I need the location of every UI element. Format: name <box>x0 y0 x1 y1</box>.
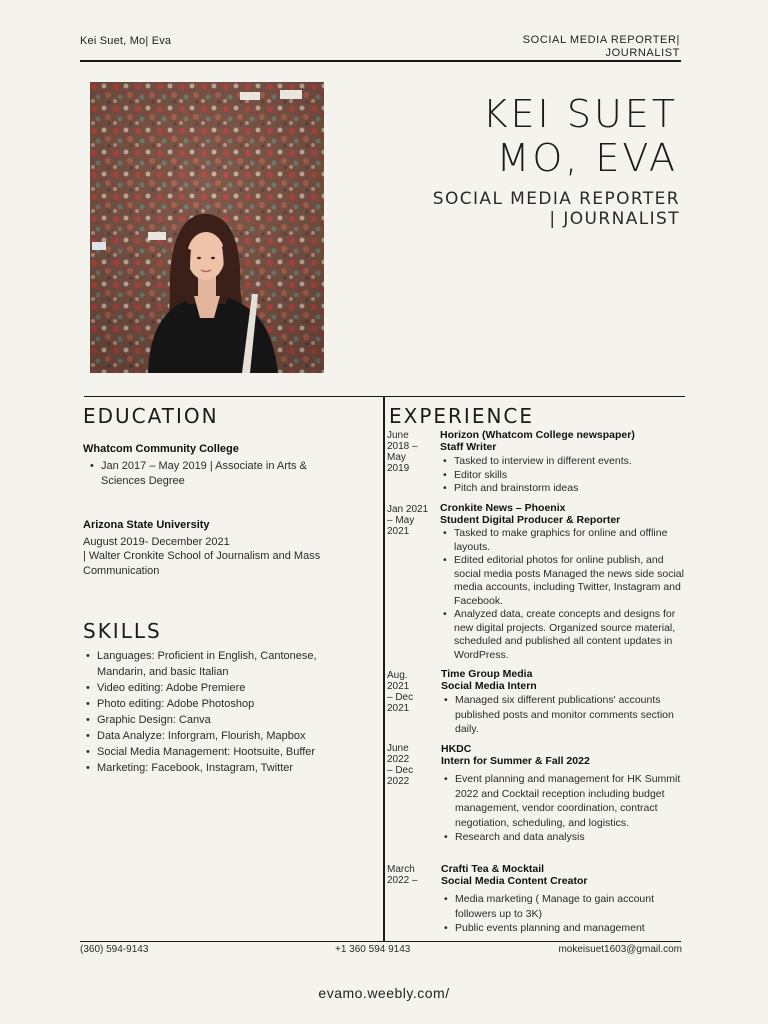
job-duties <box>441 892 685 936</box>
list-item: • Tasked to make graphics for online and offline layouts. <box>440 527 685 554</box>
job-duties <box>440 455 685 496</box>
job-entry-horizon <box>440 429 685 496</box>
job-role: Social Media Content Creator <box>441 875 588 887</box>
role-line1: SOCIAL MEDIA REPORTER <box>432 189 680 209</box>
list-item: • Research and data analysis <box>441 830 685 845</box>
section-rule <box>84 396 685 397</box>
job-entry-hkdc <box>441 743 685 845</box>
job-role: Intern for Summer & Fall 2022 <box>441 755 590 767</box>
list-item: • Managed six different publications' accounts published posts and monitor comments section daily. <box>441 693 685 737</box>
full-name <box>358 92 678 180</box>
skills-list <box>83 648 358 776</box>
list-item: • Photo editing: Adobe Photoshop <box>83 696 358 712</box>
list-item: • Video editing: Adobe Premiere <box>83 680 358 696</box>
job-duties <box>441 772 685 845</box>
list-item: • Jan 2017 – May 2019 | Associate in Arts & Sciences Degree <box>87 459 337 489</box>
job-org: Time Group Media <box>441 668 533 680</box>
phone-number: (360) 594-9143 <box>80 944 149 955</box>
job-org: Cronkite News – Phoenix <box>440 502 566 514</box>
job-role: Staff Writer <box>440 441 497 453</box>
job-org: Horizon (Whatcom College newspaper) <box>440 429 635 441</box>
list-item: • Media marketing ( Manage to gain account followers up to 3K) <box>441 892 685 921</box>
job-duties <box>441 693 685 737</box>
list-item: • Languages: Proficient in English, Cantonese, Mandarin, and basic Italian <box>83 648 358 680</box>
list-item: • Marketing: Facebook, Instagram, Twitter <box>83 760 358 776</box>
job-date: Jan 2021 – May 2021 <box>387 504 429 537</box>
experience-heading: EXPERIENCE <box>389 404 535 428</box>
name-line2: MO, EVA <box>496 136 678 180</box>
phone-number-intl: +1 360 594 9143 <box>335 944 411 955</box>
school-dates-asu: August 2019- December 2021 <box>83 536 230 548</box>
website-link[interactable]: evamo.weebly.com/ <box>318 985 450 1001</box>
job-org: HKDC <box>441 743 472 755</box>
school-name-whatcom: Whatcom Community College <box>83 443 239 455</box>
list-item: • Editor skills <box>440 469 685 483</box>
list-item: • Event planning and management for HK Summit 2022 and Cocktail reception including budget management, vendor coordination, contract negotiation, scheduling, and logistics. <box>441 772 685 830</box>
list-item: • Tasked to interview in different events. <box>440 455 685 469</box>
school-details-whatcom <box>87 459 337 489</box>
education-heading: EDUCATION <box>83 404 219 428</box>
header-title <box>480 34 680 60</box>
header-rule <box>80 60 681 62</box>
profile-photo <box>90 82 324 373</box>
job-date: June 2022 – Dec 2022 <box>387 743 414 787</box>
job-date: June 2018 – May 2019 <box>387 430 418 474</box>
list-item: • Data Analyze: Inforgram, Flourish, Mapbox <box>83 728 358 744</box>
job-duties <box>440 527 685 662</box>
footer-rule <box>80 941 681 942</box>
job-org: Crafti Tea & Mocktail <box>441 863 545 875</box>
list-item: • Graphic Design: Canva <box>83 712 358 728</box>
skills-heading: SKILLS <box>83 619 162 643</box>
list-item: • Public events planning and management <box>441 921 685 936</box>
list-item: • Pitch and brainstorm ideas <box>440 482 685 496</box>
header-title-line2: JOURNALIST <box>605 47 680 59</box>
school-details-asu: | Walter Cronkite School of Journalism and Mass Communication <box>83 550 321 577</box>
header-title-line1: SOCIAL MEDIA REPORTER| <box>522 34 680 46</box>
job-title <box>360 189 680 229</box>
job-date: Aug. 2021 – Dec 2021 <box>387 670 414 714</box>
list-item: • Edited editorial photos for online publish, and social media posts Managed the news side social media accounts, including Twitter, Instagram and Facebook. <box>440 554 685 608</box>
job-role: Social Media Intern <box>441 680 537 692</box>
job-entry-timegroup <box>441 668 685 737</box>
job-role: Student Digital Producer & Reporter <box>440 514 621 526</box>
list-item: • Social Media Management: Hootsuite, Buffer <box>83 744 358 760</box>
role-line2: | JOURNALIST <box>549 209 680 229</box>
header-name: Kei Suet, Mo| Eva <box>80 35 172 47</box>
email-address[interactable]: mokeisuet1603@gmail.com <box>558 944 682 955</box>
job-date: March 2022 – <box>387 864 418 886</box>
column-divider <box>383 396 385 941</box>
name-line1: KEI SUET <box>482 92 678 136</box>
school-name-asu: Arizona State University <box>83 519 210 531</box>
job-entry-cronkite <box>440 502 685 662</box>
list-item: • Analyzed data, create concepts and designs for new digital projects. Organized source material, scheduled and published all content updates in WordPress. <box>440 608 685 662</box>
job-entry-crafti <box>441 863 685 936</box>
